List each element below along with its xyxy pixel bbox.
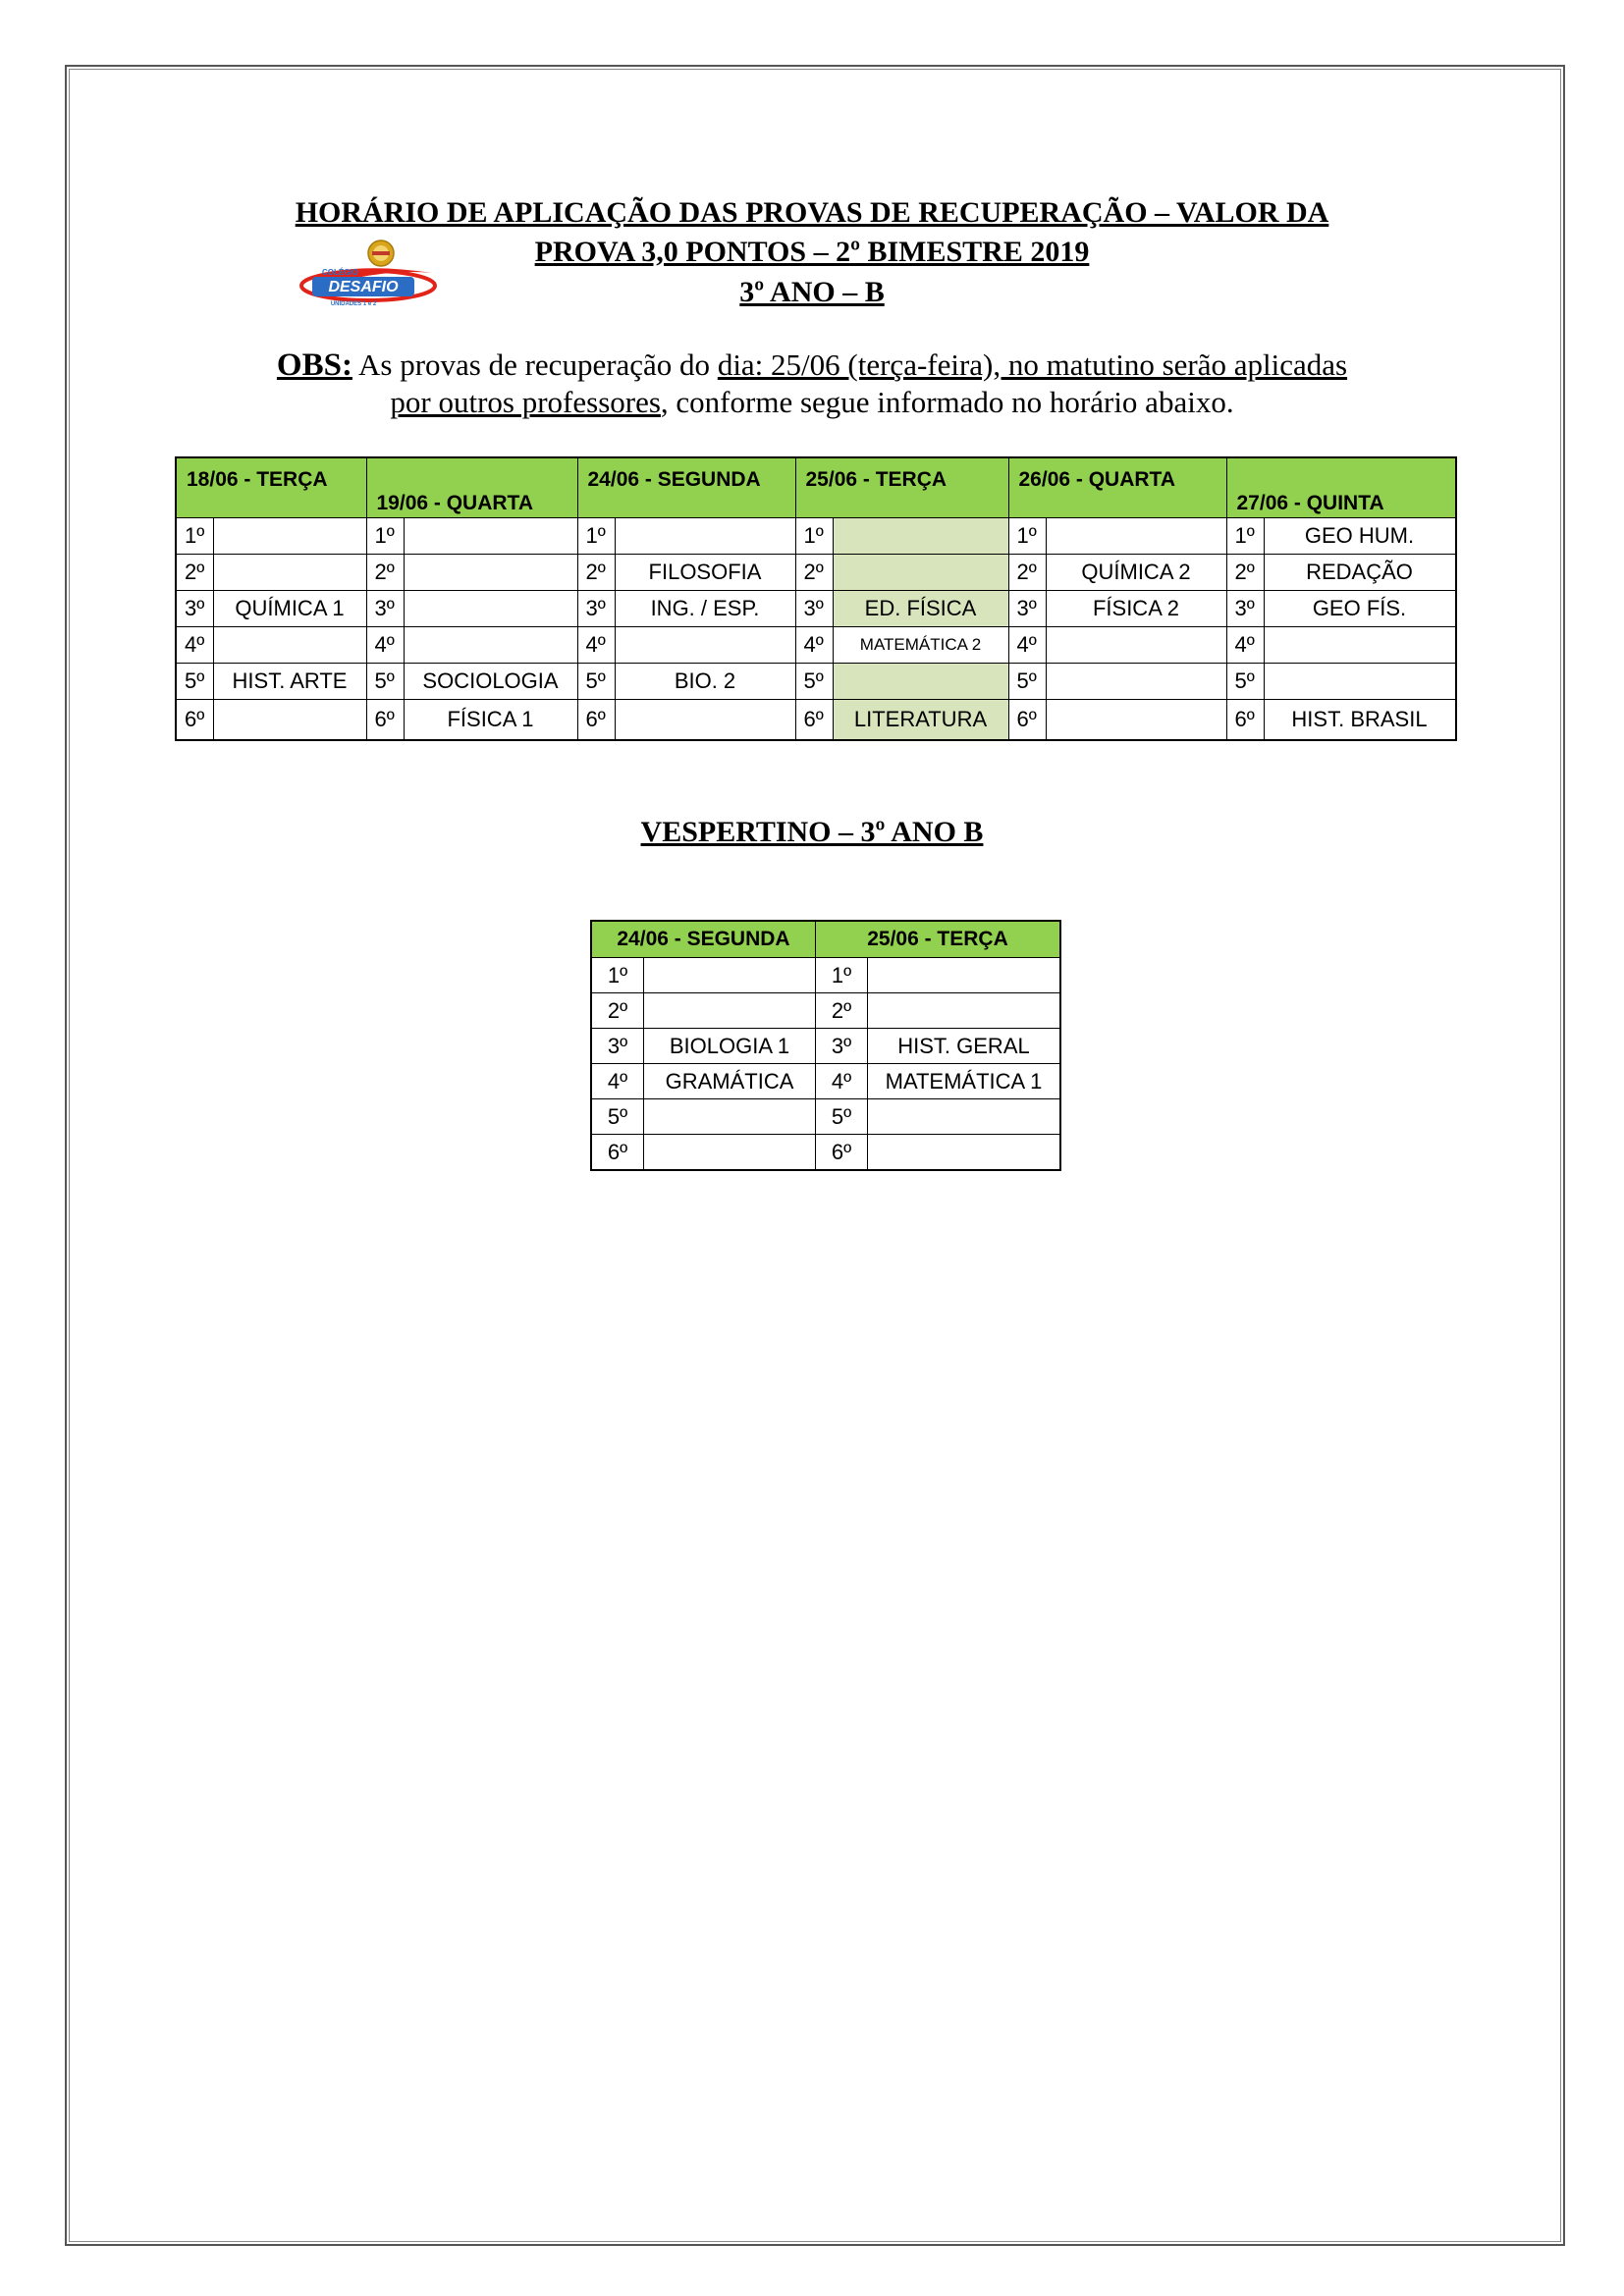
- subject-cell: MATEMÁTICA 2: [833, 627, 1008, 664]
- obs-label: OBS:: [276, 347, 352, 383]
- subject-cell: [868, 1099, 1061, 1135]
- subject-cell: [1046, 700, 1226, 741]
- subject-cell: QUÍMICA 2: [1046, 555, 1226, 591]
- slot-label: 6º: [1226, 700, 1264, 741]
- schedule-row: [176, 555, 1456, 591]
- subject-cell: ING. / ESP.: [615, 591, 795, 627]
- obs-text-1: As provas de recuperação do: [352, 347, 718, 382]
- subject-cell: [644, 1135, 816, 1171]
- slot-label: 6º: [591, 1135, 644, 1171]
- subject-cell: SOCIOLOGIA: [404, 664, 577, 700]
- slot-label: 6º: [816, 1135, 868, 1171]
- svg-text:UNIDADES 1 e 2: UNIDADES 1 e 2: [330, 301, 377, 307]
- subject-cell: [213, 627, 366, 664]
- schedule-header-row: [176, 457, 1456, 518]
- obs-text-4: , conforme segue informado no horário abaixo.: [660, 385, 1234, 419]
- slot-label: 3º: [591, 1029, 644, 1064]
- subject-cell: GEO HUM.: [1264, 518, 1456, 555]
- slot-label: 1º: [591, 958, 644, 993]
- slot-label: 4º: [577, 627, 615, 664]
- slot-label: 5º: [1226, 664, 1264, 700]
- slot-label: 1º: [577, 518, 615, 555]
- schedule-row: [591, 1099, 1060, 1135]
- day-header: 27/06 - QUINTA: [1226, 457, 1456, 518]
- slot-label: 5º: [366, 664, 404, 700]
- slot-label: 4º: [591, 1064, 644, 1099]
- subject-cell-highlighted: [833, 518, 1008, 555]
- day-header: 25/06 - TERÇA: [795, 457, 1008, 518]
- slot-label: 5º: [577, 664, 615, 700]
- subject-cell: [615, 627, 795, 664]
- subject-cell-highlighted: [833, 555, 1008, 591]
- slot-label: 2º: [795, 555, 833, 591]
- slot-label: 3º: [176, 591, 213, 627]
- slot-label: 2º: [591, 993, 644, 1029]
- slot-label: 6º: [176, 700, 213, 741]
- slot-label: 6º: [577, 700, 615, 741]
- slot-label: 1º: [795, 518, 833, 555]
- slot-label: 3º: [816, 1029, 868, 1064]
- schedule-row: [176, 627, 1456, 664]
- schedule-row: [591, 1064, 1060, 1099]
- day-header: 25/06 - TERÇA: [816, 921, 1061, 958]
- day-header: 24/06 - SEGUNDA: [591, 921, 816, 958]
- subject-cell: HIST. ARTE: [213, 664, 366, 700]
- subject-cell: [644, 993, 816, 1029]
- slot-label: 2º: [176, 555, 213, 591]
- subject-cell: [404, 627, 577, 664]
- slot-label: 3º: [1226, 591, 1264, 627]
- slot-label: 6º: [366, 700, 404, 741]
- slot-label: 4º: [176, 627, 213, 664]
- slot-label: 4º: [795, 627, 833, 664]
- subject-cell: BIO. 2: [615, 664, 795, 700]
- svg-text:DESAFIO: DESAFIO: [328, 279, 399, 295]
- day-header: 18/06 - TERÇA: [176, 457, 366, 518]
- subject-cell: BIOLOGIA 1: [644, 1029, 816, 1064]
- obs-text-2: dia: 25/06 (terça-feira), no matutino serão aplicadas: [717, 347, 1348, 382]
- slot-label: 5º: [795, 664, 833, 700]
- subject-cell: HIST. GERAL: [868, 1029, 1061, 1064]
- subject-cell: [1046, 627, 1226, 664]
- schedule-row: [591, 993, 1060, 1029]
- subject-cell: [404, 591, 577, 627]
- subject-cell: [644, 958, 816, 993]
- svg-text:COLÉGIO: COLÉGIO: [322, 268, 358, 277]
- morning-schedule-table: [175, 456, 1457, 741]
- schedule-row: [176, 518, 1456, 555]
- subject-cell-highlighted: ED. FÍSICA: [833, 591, 1008, 627]
- slot-label: 2º: [366, 555, 404, 591]
- slot-label: 2º: [1008, 555, 1046, 591]
- subject-cell: [404, 555, 577, 591]
- subject-cell: [404, 518, 577, 555]
- subject-cell: [644, 1099, 816, 1135]
- subject-cell: GRAMÁTICA: [644, 1064, 816, 1099]
- subject-cell: REDAÇÃO: [1264, 555, 1456, 591]
- subject-cell: [213, 518, 366, 555]
- slot-label: 5º: [591, 1099, 644, 1135]
- day-header: 26/06 - QUARTA: [1008, 457, 1226, 518]
- schedule-row: [176, 700, 1456, 741]
- slot-label: 1º: [1008, 518, 1046, 555]
- subject-cell: FÍSICA 2: [1046, 591, 1226, 627]
- subject-cell: [1046, 518, 1226, 555]
- document-title-line-3: 3º ANO – B: [739, 276, 885, 308]
- slot-label: 5º: [176, 664, 213, 700]
- slot-label: 6º: [795, 700, 833, 741]
- slot-label: 4º: [366, 627, 404, 664]
- subject-cell: [615, 700, 795, 741]
- subject-cell: [1264, 627, 1456, 664]
- afternoon-section-title: VESPERTINO – 3º ANO B: [640, 816, 984, 848]
- subject-cell: MATEMÁTICA 1: [868, 1064, 1061, 1099]
- subject-cell: [615, 518, 795, 555]
- slot-label: 3º: [366, 591, 404, 627]
- colegio-desafio-logo: [295, 240, 442, 308]
- subject-cell: [868, 1135, 1061, 1171]
- slot-label: 2º: [816, 993, 868, 1029]
- schedule-row: [176, 664, 1456, 700]
- slot-label: 5º: [1008, 664, 1046, 700]
- subject-cell-highlighted: [833, 664, 1008, 700]
- subject-cell: GEO FÍS.: [1264, 591, 1456, 627]
- subject-cell: HIST. BRASIL: [1264, 700, 1456, 741]
- subject-cell: [1264, 664, 1456, 700]
- subject-cell: QUÍMICA 1: [213, 591, 366, 627]
- afternoon-schedule-table: [590, 920, 1061, 1171]
- schedule-row: [591, 1135, 1060, 1171]
- slot-label: 2º: [577, 555, 615, 591]
- schedule-row: [176, 591, 1456, 627]
- slot-label: 3º: [795, 591, 833, 627]
- schedule-row: [591, 1029, 1060, 1064]
- slot-label: 1º: [816, 958, 868, 993]
- slot-label: 4º: [816, 1064, 868, 1099]
- schedule-row: [591, 958, 1060, 993]
- document-title-line-1: HORÁRIO DE APLICAÇÃO DAS PROVAS DE RECUPERAÇÃO – VALOR DA: [295, 196, 1329, 229]
- subject-cell: FÍSICA 1: [404, 700, 577, 741]
- obs-note-line-1: [0, 346, 1624, 385]
- slot-label: 4º: [1226, 627, 1264, 664]
- slot-label: 1º: [366, 518, 404, 555]
- obs-note-line-2: [0, 383, 1624, 422]
- day-header: 24/06 - SEGUNDA: [577, 457, 795, 518]
- slot-label: 4º: [1008, 627, 1046, 664]
- slot-label: 3º: [577, 591, 615, 627]
- subject-cell: [1046, 664, 1226, 700]
- day-header: 19/06 - QUARTA: [366, 457, 577, 518]
- slot-label: 1º: [1226, 518, 1264, 555]
- subject-cell: [868, 993, 1061, 1029]
- slot-label: 2º: [1226, 555, 1264, 591]
- slot-label: 6º: [1008, 700, 1046, 741]
- slot-label: 3º: [1008, 591, 1046, 627]
- subject-cell: [868, 958, 1061, 993]
- schedule-header-row: [591, 921, 1060, 958]
- document-title-line-2: PROVA 3,0 PONTOS – 2º BIMESTRE 2019: [534, 236, 1090, 268]
- subject-cell: [213, 700, 366, 741]
- subject-cell: [213, 555, 366, 591]
- obs-text-3: por outros professores: [390, 385, 661, 419]
- slot-label: 1º: [176, 518, 213, 555]
- subject-cell: FILOSOFIA: [615, 555, 795, 591]
- slot-label: 5º: [816, 1099, 868, 1135]
- subject-cell-highlighted: LITERATURA: [833, 700, 1008, 741]
